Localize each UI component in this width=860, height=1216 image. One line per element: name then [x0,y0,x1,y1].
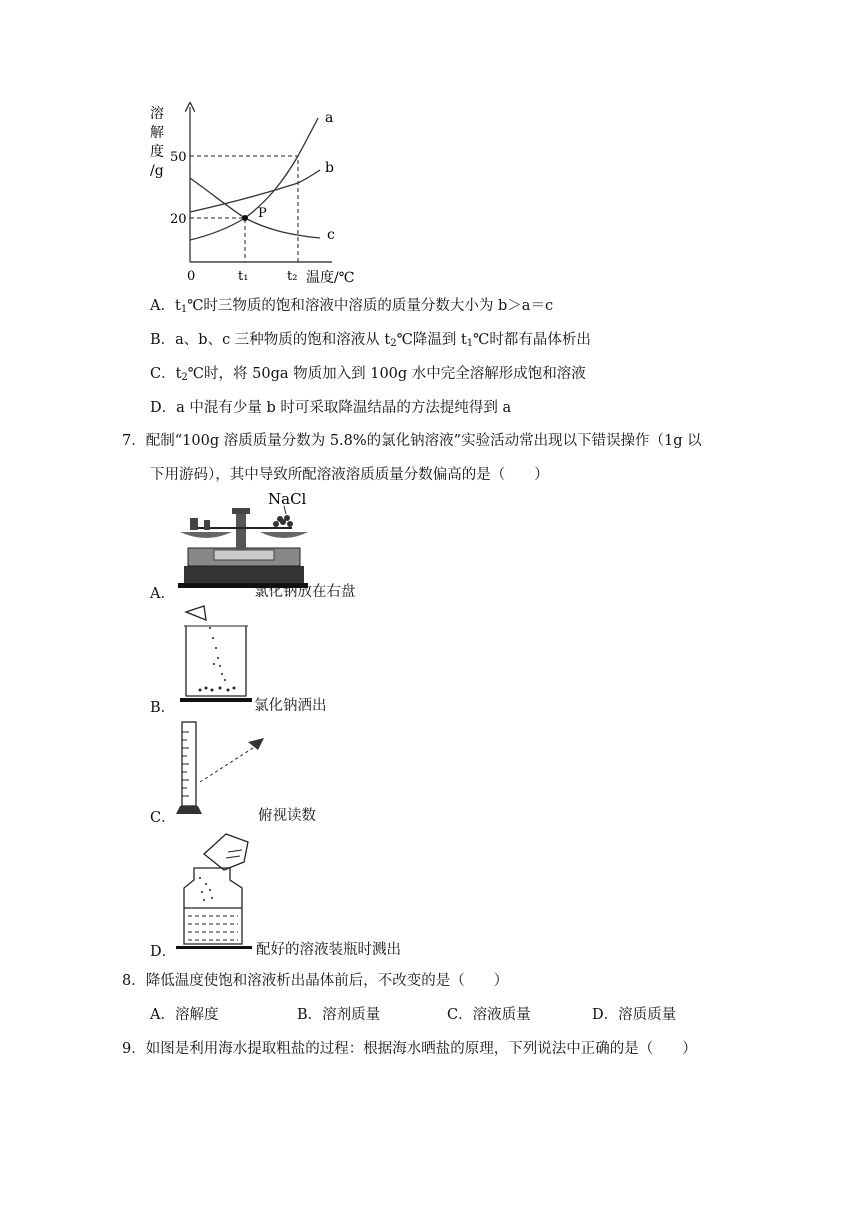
intersection-point-p [242,215,248,221]
q6-option-b: B．a、b、c 三种物质的饱和溶液从 $t_2℃$降温到 $t_1℃$时都有晶体析出 [150,332,591,349]
nacl-label: NaCl [268,490,307,508]
q7-stem-line1: 7．配制“100g 溶质质量分数为 5.8%的氯化钠溶液”实验活动常出现以下错误操作（1g 以 [122,433,702,449]
guide-t1 [190,218,245,262]
q7-option-c-caption: 俯视读数 [258,808,316,824]
curve-a-label: a [325,110,334,126]
q8-option-d: D．溶质质量 [592,1007,677,1023]
q7-option-a-letter: A． [150,586,175,602]
q6-option-c: C．$t_2℃$时，将 50ga 物质加入到 100g 水中完全溶解形成饱和溶液 [150,366,586,383]
solubility-chart [140,100,380,285]
q7-option-a-caption: 氯化钠放在右盘 [254,584,356,600]
guide-t2 [190,156,298,262]
curve-b-label: b [325,160,334,176]
y-label-char-1: 溶 [150,106,164,122]
y-tick-50: 50 [170,150,187,165]
y-label-char-3: 度 [150,144,164,160]
q9-stem: 9．如图是利用海水提取粗盐的过程：根据海水晒盐的原理，下列说法中正确的是（ ） [122,1041,697,1057]
y-label-char-2: 解 [150,125,164,141]
bottle-splash-illustration [176,828,256,950]
balance-illustration [176,486,316,594]
curve-b [190,170,320,212]
q7-option-b-letter: B． [150,700,176,716]
y-label-char-4: /g [150,163,164,179]
q6-option-d: D．a 中混有少量 b 时可采取降温结晶的方法提纯得到 a [150,400,512,416]
x-tick-t1: t₁ [238,269,249,284]
beaker-spill-illustration [180,604,255,708]
point-p-label: P [258,206,267,221]
q8-stem: 8．降低温度使饱和溶液析出晶体前后，不改变的是（ ） [122,973,509,989]
q8-option-a: A．溶解度 [150,1007,219,1023]
y-tick-20: 20 [170,212,187,227]
curve-c-label: c [327,227,335,243]
q7-option-b-caption: 氯化钠洒出 [254,698,327,714]
x-tick-t2: t₂ [287,269,298,284]
q7-option-d-letter: D． [150,944,177,960]
q8-option-c: C．溶液质量 [447,1007,531,1023]
q7-option-c-letter: C． [150,810,176,826]
x-tick-0: 0 [187,269,196,284]
q7-stem-line2: 下用游码），其中导致所配溶液溶质质量分数偏高的是（ ） [150,467,549,483]
x-axis-label: 温度/℃ [306,270,355,285]
q8-option-b: B．溶剂质量 [297,1007,381,1023]
q6-option-a: A．$t_1℃$时三物质的饱和溶液中溶质的质量分数大小为 b＞a＝c [150,298,554,315]
q7-option-d-caption: 配好的溶液装瓶时溅出 [256,942,401,958]
